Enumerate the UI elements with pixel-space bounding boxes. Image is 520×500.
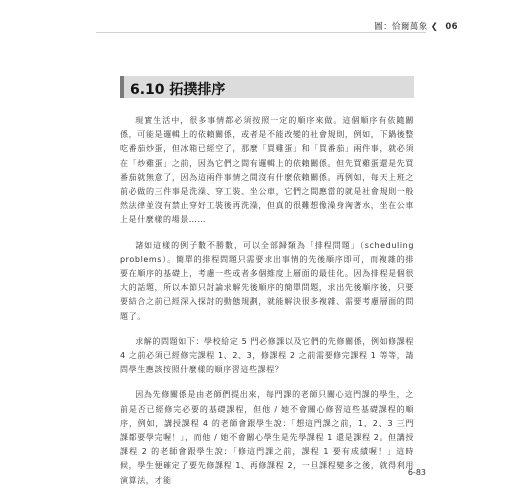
chapter-number: 06 [445, 22, 458, 32]
paragraph: 諸如這樣的例子數不勝數，可以全部歸類為「排程問題」（scheduling problems）。簡單的排程問題只需要求出事情的先後順序即可，而複雜的排要在順序的基礎上，考慮一些或者多個維度上層面的最佳化。因為排程是個很大的話題，所以本節只討論求解先後順序的簡單問題，求出先後順序後，只要要結合之前已經深入探討的動態規劃，就能解決很多複雜、需要考慮層面的問題了。 [120, 240, 414, 321]
header-rule [96, 32, 426, 33]
section-heading-accent [120, 76, 124, 98]
chapter-title: 圖：恰爾萬象 [374, 22, 428, 32]
paragraph: 現實生活中，很多事情都必須按照一定的順序來做。這個順序有依隨關係，可能是邏輯上的依賴關係，或者是不能改變的社會規則，例如，下鍋後整吃番茄炒蛋，但冰箱已經空了，那麼「買雞蛋」和「買番茄」兩件事，就必須在「炒雞蛋」之前，因為它們之間有邏輯上的依賴關係。但先買雞蛋還是先買番茄就無意了，因為這兩件事情之間沒有什麼依賴關係。再例如，每天上班之前必做的三件事是洗澡、穿工裝、坐公車，它們之間應當的就是社會規則一般然法律並沒有禁止穿好工裝後再洗澡，但真的很難想像澡身洶著水，坐在公車上是什麼樣的場景…… [120, 116, 414, 225]
paragraph: 因為先修關係是由老師們提出來，每門課的老師只關心這門課的學生，之前是否已經修完必要的基礎課程，但他 / 她不會關心修習這些基礎課程的順序，例如，講授課程 4 的老師會跟學生說：「想這門課之前，1、2、3 三門課都要學完喔！」，而他 / 她不會關心學生是先學課程 1 還是課程 2。但講授課程 2 的老師會跟學生說：「修這門課之前，課程 1 要有成績喔！」這時候，學生便確定了要先修課程 1、再修課程 2，一旦課程變多之後，就得利用演算法，才能 [120, 390, 414, 485]
running-head [374, 20, 458, 32]
page-number: 6-83 [407, 468, 426, 477]
section-title: 6.10 拓撲排序 [130, 82, 226, 98]
paragraph: 求解的問題如下：學校給定 5 門必修課以及它們的先修關係，例如修課程 4 之前必須已經修完課程 1、2、3，修課程 2 之前需要修完課程 1 等等，請問學生應該按照什麼樣的順序習這些課程？ [120, 336, 414, 375]
body-text [120, 114, 414, 499]
chapter-divider-icon: ❮ [430, 22, 439, 32]
section-heading-bar [120, 76, 414, 98]
